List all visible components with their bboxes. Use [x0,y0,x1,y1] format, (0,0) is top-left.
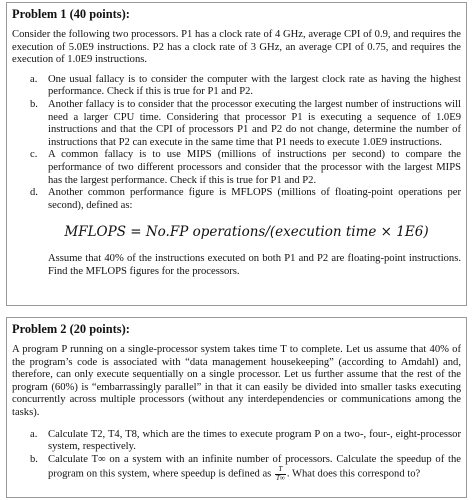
question-b [12,99,461,149]
mflops-formula: MFLOPS = No.FP operations/(execution time × 1E6) [64,224,429,241]
problem-1-intro: Consider the following two processors. P1 has a clock rate of 4 GHz, average CPI of 0.9, and requires the execution of 5.0E9 instructions. P2 has a clock rate of 3 GHz, an average CPI of 0.75, and requires the execution of 1.0E9 instructions. [12,29,461,66]
question-d-label: d. [30,187,38,199]
problem-1-note: Assume that 40% of the instructions executed on both P1 and P2 are floating-point instructions. Find the MFLOPS figures for the processors. [48,253,461,277]
fraction-denominator: T∞ [275,473,285,482]
problem-2-title: Problem 2 (20 points): [12,322,130,336]
question-c-label: c. [30,149,38,161]
problem-2-question-a [12,429,461,454]
problem-1-box [6,2,467,306]
problem-2-question-b-tail: . What does this correspond to? [286,468,421,480]
problem-2-question-a-text: Calculate T2, T4, T8, which are the times to execute program P on a two-, four-, eight-processor system, respectively. [48,428,461,453]
question-a [12,74,461,99]
problem-1-question-list [12,74,461,213]
problem-2-intro: A program P running on a single-processor system takes time T to complete. Let us assume that 40% of the program’s code is associated with “data management housekeeping” (according to Amdahl) and, therefore, can only execute sequentially on a single processor. Let us further assume that the rest of the program (60%) is “embarrassingly parallel” in that it can easily be divided into smaller tasks executing concurrently across multiple processors (without any interdependencies or communications among the tasks). [12,344,461,418]
question-a-text: One usual fallacy is to consider the computer with the largest clock rate as having the highest performance. Check if this is true for P1 and P2. [48,73,461,98]
problem-2-question-a-label: a. [30,428,38,440]
problem-2-question-b [12,454,461,483]
problem-2-box [6,317,467,498]
question-c-text: A common fallacy is to use MIPS (millions of instructions per second) to compare the performance of two different processors and consider that the processor with the largest MIPS has the largest performance. Check if this is true for P1 and P2. [48,149,461,186]
problem-2-question-b-label: b. [30,453,38,465]
fraction-numerator: T [275,466,286,475]
question-c [12,149,461,187]
problem-2-question-b-text: Calculate T∞ on a system with an infinite number of processors. Calculate the speedup of the program on this system, where speedup is defined as [48,453,461,480]
question-b-text: Another fallacy is to consider that the processor executing the largest number of instructions will need a larger CPU time. Considering that processor P1 is executing a sequence of 1.0E9 instructions and that the CPI of processors P1 and P2 do not change, determine the number of instructions that P2 can execute in the same time that P1 needs to execute 1.0E9 instructions. [48,98,461,148]
problem-1-title: Problem 1 (40 points): [12,7,130,21]
question-b-label: b. [30,98,38,110]
speedup-fraction [275,466,286,482]
question-d-text: Another common performance figure is MFLOPS (millions of floating-point operations per second), defined as: [48,187,461,211]
problem-2-question-list [12,429,461,483]
question-d [12,187,461,212]
question-a-label: a. [30,73,38,85]
